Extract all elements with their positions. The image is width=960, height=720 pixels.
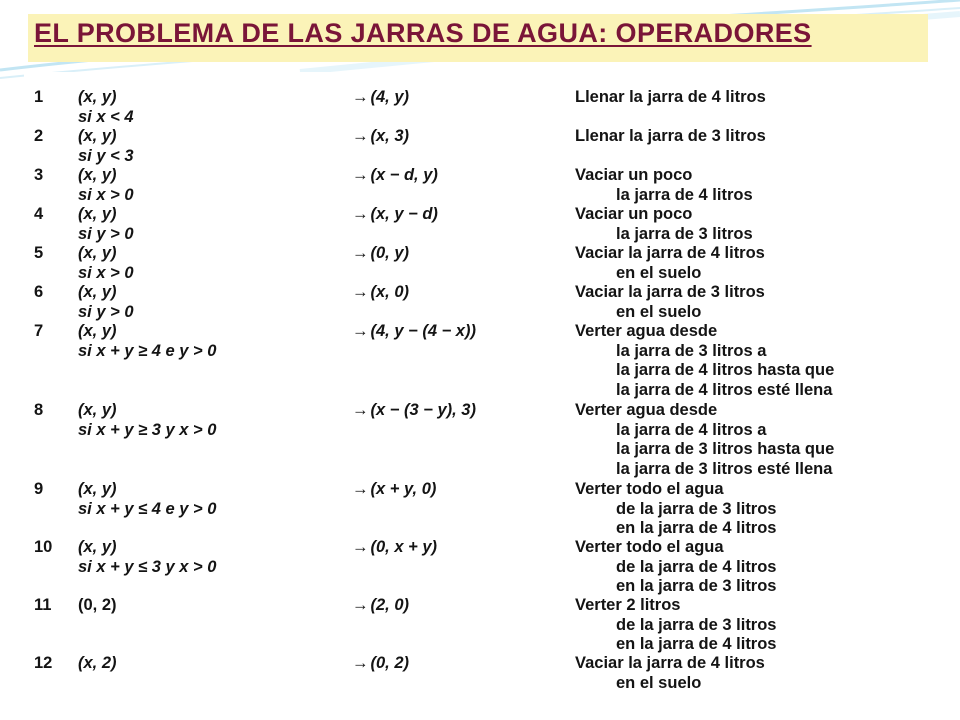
state-pattern: (x, y) [78,538,117,556]
description-line: Llenar la jarra de 3 litros [575,127,766,145]
operator-description [575,596,777,655]
precondition: si x > 0 [78,185,134,204]
state-pattern: (x, y) [78,401,117,419]
state-pattern: (x, y) [78,244,117,262]
result-state: → (0, y) [352,244,409,264]
description-line: en la jarra de 3 litros [616,577,777,596]
description-line: en el suelo [616,263,702,282]
description-line: Vaciar la jarra de 4 litros [575,654,765,672]
operator-condition [78,283,134,322]
result-state: → (x, 0) [352,283,409,303]
operator-result [352,166,438,186]
operator-description [575,127,766,147]
result-state: → (x − d, y) [352,166,438,186]
operator-condition [78,322,216,361]
operator-condition [78,205,134,244]
operator-result [352,538,437,558]
operators-table [24,72,930,706]
description-line: Verter todo el agua [575,538,724,556]
operator-result [352,322,476,342]
operator-number: 5 [34,244,44,262]
operator-condition [78,480,216,519]
description-line: la jarra de 4 litros esté llena [616,381,833,400]
operator-description [575,205,753,244]
description-line: de la jarra de 4 litros [616,557,777,576]
operator-result [352,127,409,147]
page-title: EL PROBLEMA DE LAS JARRAS DE AGUA: OPERADORES [34,18,812,48]
title-banner [28,14,928,62]
precondition: si x + y ≥ 3 y x > 0 [78,420,217,439]
operator-description [575,654,765,693]
state-pattern: (x, y) [78,88,117,106]
description-line: de la jarra de 3 litros [616,499,777,518]
operator-number: 3 [34,166,44,184]
operator-result [352,480,436,500]
operator-result [352,654,409,674]
description-line: la jarra de 3 litros [616,224,753,243]
result-state: → (4, y) [352,88,409,108]
precondition: si y < 3 [78,146,134,165]
operator-condition [78,88,134,127]
result-state: → (2, 0) [352,596,409,616]
description-line: la jarra de 4 litros a [616,420,767,439]
operator-number: 8 [34,401,44,419]
operator-result [352,596,409,616]
operator-number: 4 [34,205,44,223]
operator-number: 2 [34,127,44,145]
operator-condition [78,538,216,577]
result-state: → (x − (3 − y), 3) [352,401,476,421]
operator-number: 9 [34,480,44,498]
description-line: Verter agua desde [575,322,718,340]
operator-description [575,480,777,539]
description-line: en la jarra de 4 litros [616,519,777,538]
state-pattern: (x, y) [78,127,117,145]
description-line: Llenar la jarra de 4 litros [575,88,766,106]
precondition: si x + y ≤ 3 y x > 0 [78,557,217,576]
operator-description [575,283,765,322]
description-line: la jarra de 3 litros hasta que [616,440,835,459]
operator-description [575,322,834,401]
description-line: Vaciar la jarra de 3 litros [575,283,765,301]
operator-number: 7 [34,322,44,340]
operator-description [575,401,834,480]
description-line: Vaciar un poco [575,205,693,223]
operator-condition [78,654,117,674]
operator-result [352,205,438,225]
operator-number: 6 [34,283,44,301]
description-line: Vaciar un poco [575,166,693,184]
description-line: Verter agua desde [575,401,718,419]
state-pattern: (x, y) [78,480,117,498]
description-line: Verter 2 litros [575,596,681,614]
operator-result [352,244,409,264]
precondition: si x + y ≥ 4 e y > 0 [78,341,217,360]
result-state: → (x, 3) [352,127,409,147]
result-state: → (x, y − d) [352,205,438,225]
description-line: la jarra de 3 litros esté llena [616,460,833,479]
operator-number: 10 [34,538,53,556]
precondition: si x < 4 [78,107,134,126]
operator-result [352,283,409,303]
state-pattern: (x, y) [78,322,117,340]
result-state: → (0, x + y) [352,538,437,558]
state-pattern: (0, 2) [78,596,117,614]
operator-condition [78,401,216,440]
operator-description [575,88,766,108]
operator-condition [78,596,117,616]
description-line: en el suelo [616,302,702,321]
operator-description [575,538,777,597]
result-state: → (0, 2) [352,654,409,674]
operator-number: 11 [34,596,52,614]
precondition: si y > 0 [78,224,134,243]
operator-condition [78,244,134,283]
description-line: la jarra de 4 litros [616,185,753,204]
precondition: si x > 0 [78,263,134,282]
result-state: → (x + y, 0) [352,480,436,500]
description-line: en la jarra de 4 litros [616,635,777,654]
operator-condition [78,166,134,205]
operator-number: 12 [34,654,53,672]
state-pattern: (x, 2) [78,654,117,672]
operator-number: 1 [34,88,44,106]
description-line: Vaciar la jarra de 4 litros [575,244,765,262]
description-line: Verter todo el agua [575,480,724,498]
operator-description [575,166,753,205]
operator-result [352,88,409,108]
state-pattern: (x, y) [78,166,117,184]
description-line: la jarra de 4 litros hasta que [616,361,835,380]
operator-description [575,244,765,283]
result-state: → (4, y − (4 − x)) [352,322,476,342]
state-pattern: (x, y) [78,283,117,301]
precondition: si x + y ≤ 4 e y > 0 [78,499,217,518]
operator-condition [78,127,134,166]
description-line: la jarra de 3 litros a [616,341,767,360]
precondition: si y > 0 [78,302,134,321]
state-pattern: (x, y) [78,205,117,223]
description-line: en el suelo [616,673,702,692]
description-line: de la jarra de 3 litros [616,615,777,634]
operator-result [352,401,476,421]
